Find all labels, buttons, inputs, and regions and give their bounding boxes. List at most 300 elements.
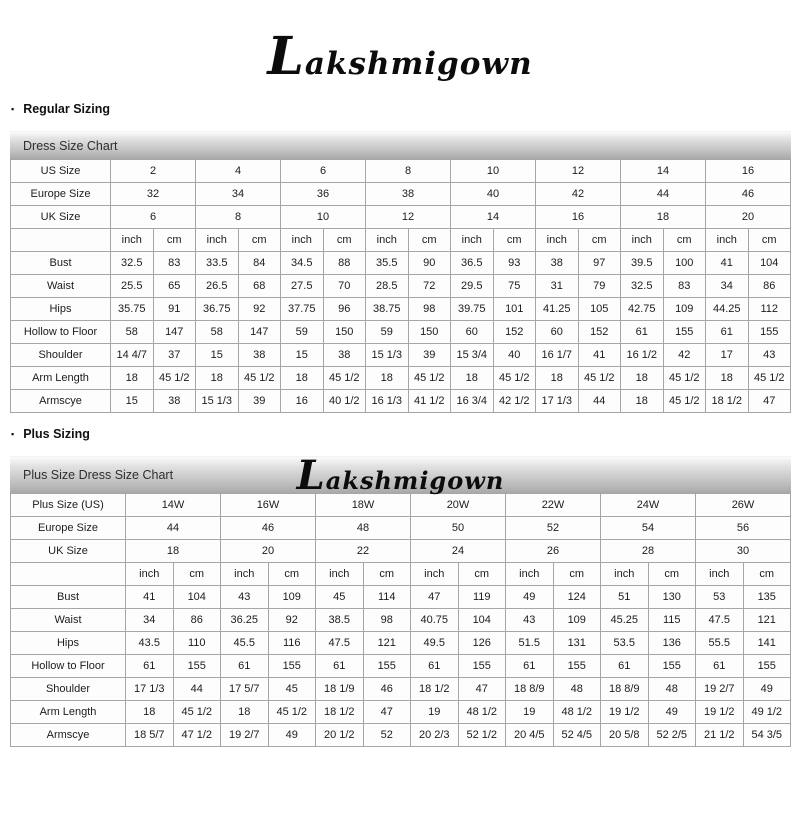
size-header-row [11,183,791,206]
size-value-cell: 30 [696,540,791,563]
measurement-row [11,724,791,747]
size-value-cell: 40 [451,183,536,206]
regular-size-table [10,159,791,413]
inch-value-cell: 36.75 [196,298,239,321]
inch-value-cell: 15 [196,344,239,367]
cm-value-cell: 45 1/2 [748,367,791,390]
inch-value-cell: 61 [601,655,649,678]
size-value-cell: 24W [601,494,696,517]
row-label: Bust [11,252,111,275]
row-label: Arm Length [11,701,126,724]
cm-value-cell: 38 [323,344,366,367]
cm-value-cell: 92 [238,298,281,321]
row-label: Armscye [11,390,111,413]
cm-value-cell: 155 [648,655,696,678]
inch-value-cell: 18 [451,367,494,390]
cm-value-cell: 155 [268,655,316,678]
inch-value-cell: 16 1/7 [536,344,579,367]
row-label: Waist [11,275,111,298]
brand-logo: Lakshmigown [267,26,533,87]
inch-value-cell: 18 1/2 [706,390,749,413]
inch-value-cell: 18 [621,367,664,390]
unit-label-cell: cm [743,563,791,586]
measurement-row [11,321,791,344]
cm-value-cell: 121 [743,609,791,632]
inch-value-cell: 39.5 [621,252,664,275]
size-value-cell: 22W [506,494,601,517]
row-label: Arm Length [11,367,111,390]
inch-value-cell: 41 [126,586,174,609]
unit-label-cell: inch [196,229,239,252]
inch-value-cell: 61 [316,655,364,678]
inch-value-cell: 28.5 [366,275,409,298]
inch-value-cell: 26.5 [196,275,239,298]
inch-value-cell: 61 [221,655,269,678]
inch-value-cell: 35.5 [366,252,409,275]
unit-label-cell: inch [221,563,269,586]
cm-value-cell: 52 2/5 [648,724,696,747]
inch-value-cell: 18 1/2 [316,701,364,724]
plus-size-chart [10,451,791,747]
size-value-cell: 16W [221,494,316,517]
cm-value-cell: 75 [493,275,536,298]
measurement-row [11,298,791,321]
size-value-cell: 20 [221,540,316,563]
cm-value-cell: 93 [493,252,536,275]
inch-value-cell: 37.75 [281,298,324,321]
measurement-row [11,390,791,413]
inch-value-cell: 42.75 [621,298,664,321]
cm-value-cell: 37 [153,344,196,367]
measurement-row [11,632,791,655]
unit-label-cell: inch [126,563,174,586]
inch-value-cell: 20 4/5 [506,724,554,747]
inch-value-cell: 32.5 [111,252,154,275]
size-value-cell: 20W [411,494,506,517]
measurement-row [11,701,791,724]
cm-value-cell: 155 [743,655,791,678]
unit-label-cell: cm [553,563,601,586]
cm-value-cell: 47 [458,678,506,701]
size-value-cell: 42 [536,183,621,206]
cm-value-cell: 150 [323,321,366,344]
size-value-cell: 22 [316,540,411,563]
size-header-row [11,517,791,540]
inch-value-cell: 17 [706,344,749,367]
inch-value-cell: 18 [196,367,239,390]
size-value-cell: 26 [506,540,601,563]
inch-value-cell: 59 [281,321,324,344]
cm-value-cell: 79 [578,275,621,298]
cm-value-cell: 49 [648,701,696,724]
inch-value-cell: 36.5 [451,252,494,275]
cm-value-cell: 96 [323,298,366,321]
inch-value-cell: 15 [281,344,324,367]
inch-value-cell: 16 3/4 [451,390,494,413]
measurement-row [11,655,791,678]
size-value-cell: 18W [316,494,411,517]
cm-value-cell: 40 [493,344,536,367]
cm-value-cell: 47 [748,390,791,413]
size-value-cell: 44 [621,183,706,206]
row-label: Hips [11,632,126,655]
size-value-cell: 6 [281,160,366,183]
size-value-cell: 6 [111,206,196,229]
cm-value-cell: 48 [553,678,601,701]
inch-value-cell: 19 2/7 [221,724,269,747]
cm-value-cell: 40 1/2 [323,390,366,413]
inch-value-cell: 19 1/2 [601,701,649,724]
cm-value-cell: 42 [663,344,706,367]
inch-value-cell: 34 [126,609,174,632]
unit-label-cell: cm [363,563,411,586]
cm-value-cell: 45 1/2 [323,367,366,390]
unit-label-cell: inch [601,563,649,586]
cm-value-cell: 49 [268,724,316,747]
cm-value-cell: 155 [363,655,411,678]
size-value-cell: 16 [536,206,621,229]
inch-value-cell: 15 1/3 [196,390,239,413]
inch-value-cell: 61 [506,655,554,678]
cm-value-cell: 136 [648,632,696,655]
inch-value-cell: 17 1/3 [536,390,579,413]
inch-value-cell: 55.5 [696,632,744,655]
inch-value-cell: 18 [536,367,579,390]
inch-value-cell: 15 1/3 [366,344,409,367]
cm-value-cell: 114 [363,586,411,609]
cm-value-cell: 130 [648,586,696,609]
cm-value-cell: 98 [363,609,411,632]
inch-value-cell: 41 [706,252,749,275]
cm-value-cell: 109 [663,298,706,321]
measurement-row [11,609,791,632]
inch-value-cell: 17 5/7 [221,678,269,701]
inch-value-cell: 19 2/7 [696,678,744,701]
inch-value-cell: 53.5 [601,632,649,655]
cm-value-cell: 39 [238,390,281,413]
unit-label-cell: inch [621,229,664,252]
size-value-cell: 4 [196,160,281,183]
inch-value-cell: 45.25 [601,609,649,632]
brand-logo-overlay: Lakshmigown [296,451,505,499]
size-value-cell: 44 [126,517,221,540]
cm-value-cell: 48 [648,678,696,701]
unit-label-cell: inch [696,563,744,586]
cm-value-cell: 124 [553,586,601,609]
cm-value-cell: 121 [363,632,411,655]
cm-value-cell: 152 [578,321,621,344]
inch-value-cell: 43 [221,586,269,609]
cm-value-cell: 42 1/2 [493,390,536,413]
inch-value-cell: 49.5 [411,632,459,655]
cm-value-cell: 104 [748,252,791,275]
plus-chart-title: Plus Size Dress Size Chart [23,468,174,483]
inch-value-cell: 16 1/2 [621,344,664,367]
unit-label-cell: inch [411,563,459,586]
cm-value-cell: 48 1/2 [553,701,601,724]
inch-value-cell: 38 [536,252,579,275]
inch-value-cell: 44.25 [706,298,749,321]
cm-value-cell: 52 4/5 [553,724,601,747]
inch-value-cell: 20 1/2 [316,724,364,747]
unit-label-cell: inch [366,229,409,252]
inch-value-cell: 43 [506,609,554,632]
cm-value-cell: 45 1/2 [578,367,621,390]
row-label [11,563,126,586]
cm-value-cell: 45 1/2 [663,367,706,390]
inch-value-cell: 49 [506,586,554,609]
row-label: Armscye [11,724,126,747]
cm-value-cell: 104 [173,586,221,609]
inch-value-cell: 33.5 [196,252,239,275]
unit-label-cell: cm [458,563,506,586]
inch-value-cell: 61 [411,655,459,678]
inch-value-cell: 47.5 [316,632,364,655]
cm-value-cell: 86 [173,609,221,632]
size-header-row [11,540,791,563]
cm-value-cell: 44 [578,390,621,413]
row-label: Hollow to Floor [11,321,111,344]
cm-value-cell: 49 1/2 [743,701,791,724]
size-value-cell: 12 [536,160,621,183]
inch-value-cell: 59 [366,321,409,344]
unit-label-cell: inch [281,229,324,252]
row-label: Hollow to Floor [11,655,126,678]
size-value-cell: 10 [281,206,366,229]
regular-size-chart [10,131,791,413]
unit-label-cell: inch [111,229,154,252]
cm-value-cell: 116 [268,632,316,655]
unit-label-cell: cm [173,563,221,586]
cm-value-cell: 45 1/2 [238,367,281,390]
cm-value-cell: 38 [153,390,196,413]
cm-value-cell: 112 [748,298,791,321]
inch-value-cell: 36.25 [221,609,269,632]
inch-value-cell: 61 [126,655,174,678]
inch-value-cell: 19 [506,701,554,724]
cm-value-cell: 115 [648,609,696,632]
inch-value-cell: 47 [411,586,459,609]
size-value-cell: 14W [126,494,221,517]
row-label: Shoulder [11,344,111,367]
size-value-cell: 28 [601,540,696,563]
cm-value-cell: 150 [408,321,451,344]
inch-value-cell: 15 [111,390,154,413]
inch-value-cell: 60 [451,321,494,344]
inch-value-cell: 45 [316,586,364,609]
cm-value-cell: 45 1/2 [408,367,451,390]
row-label: Hips [11,298,111,321]
bullet-icon: ▪ [11,103,15,114]
cm-value-cell: 90 [408,252,451,275]
size-value-cell: 46 [221,517,316,540]
unit-label-cell: inch [706,229,749,252]
unit-label-cell: cm [323,229,366,252]
size-value-cell: 32 [111,183,196,206]
cm-value-cell: 100 [663,252,706,275]
unit-label-cell: cm [493,229,536,252]
cm-value-cell: 47 1/2 [173,724,221,747]
size-header-row [11,206,791,229]
cm-value-cell: 49 [743,678,791,701]
inch-value-cell: 39.75 [451,298,494,321]
cm-value-cell: 45 1/2 [663,390,706,413]
row-label: Bust [11,586,126,609]
cm-value-cell: 38 [238,344,281,367]
cm-value-cell: 126 [458,632,506,655]
cm-value-cell: 84 [238,252,281,275]
inch-value-cell: 21 1/2 [696,724,744,747]
inch-value-cell: 19 1/2 [696,701,744,724]
inch-value-cell: 47.5 [696,609,744,632]
unit-label-cell: cm [648,563,696,586]
cm-value-cell: 45 1/2 [493,367,536,390]
inch-value-cell: 16 1/3 [366,390,409,413]
cm-value-cell: 88 [323,252,366,275]
cm-value-cell: 147 [238,321,281,344]
inch-value-cell: 18 [126,701,174,724]
inch-value-cell: 53 [696,586,744,609]
cm-value-cell: 155 [458,655,506,678]
cm-value-cell: 45 [268,678,316,701]
size-value-cell: 18 [126,540,221,563]
cm-value-cell: 83 [153,252,196,275]
unit-label-cell: inch [506,563,554,586]
inch-value-cell: 25.5 [111,275,154,298]
inch-value-cell: 14 4/7 [111,344,154,367]
unit-label-cell: cm [238,229,281,252]
unit-label-cell: cm [578,229,621,252]
cm-value-cell: 119 [458,586,506,609]
inch-value-cell: 19 [411,701,459,724]
inch-value-cell: 61 [706,321,749,344]
inch-value-cell: 18 [221,701,269,724]
cm-value-cell: 141 [743,632,791,655]
cm-value-cell: 41 1/2 [408,390,451,413]
cm-value-cell: 52 [363,724,411,747]
cm-value-cell: 110 [173,632,221,655]
regular-sizing-heading [11,102,800,116]
row-label [11,229,111,252]
plus-chart-title-bar [10,451,791,499]
size-value-cell: 12 [366,206,451,229]
inch-value-cell: 58 [196,321,239,344]
inch-value-cell: 18 [281,367,324,390]
unit-label-cell: cm [268,563,316,586]
plus-size-table [10,493,791,747]
size-value-cell: 48 [316,517,411,540]
row-label: UK Size [11,206,111,229]
inch-value-cell: 32.5 [621,275,664,298]
inch-value-cell: 20 2/3 [411,724,459,747]
inch-value-cell: 58 [111,321,154,344]
inch-value-cell: 29.5 [451,275,494,298]
size-value-cell: 14 [451,206,536,229]
inch-value-cell: 51.5 [506,632,554,655]
inch-value-cell: 41.25 [536,298,579,321]
inch-value-cell: 18 [111,367,154,390]
cm-value-cell: 45 1/2 [153,367,196,390]
unit-header-row [11,563,791,586]
inch-value-cell: 38.75 [366,298,409,321]
inch-value-cell: 51 [601,586,649,609]
inch-value-cell: 45.5 [221,632,269,655]
size-value-cell: 34 [196,183,281,206]
size-value-cell: 18 [621,206,706,229]
cm-value-cell: 155 [553,655,601,678]
size-value-cell: 24 [411,540,506,563]
size-value-cell: 8 [196,206,281,229]
regular-chart-title: Dress Size Chart [23,138,118,153]
bullet-icon: ▪ [11,428,15,439]
size-value-cell: 16 [706,160,791,183]
size-value-cell: 36 [281,183,366,206]
measurement-row [11,367,791,390]
size-header-row [11,494,791,517]
size-value-cell: 52 [506,517,601,540]
inch-value-cell: 16 [281,390,324,413]
inch-value-cell: 18 [621,390,664,413]
inch-value-cell: 15 3/4 [451,344,494,367]
size-value-cell: 50 [411,517,506,540]
measurement-row [11,275,791,298]
row-label: Europe Size [11,183,111,206]
cm-value-cell: 109 [553,609,601,632]
inch-value-cell: 34 [706,275,749,298]
size-value-cell: 46 [706,183,791,206]
inch-value-cell: 20 5/8 [601,724,649,747]
inch-value-cell: 34.5 [281,252,324,275]
cm-value-cell: 98 [408,298,451,321]
cm-value-cell: 105 [578,298,621,321]
cm-value-cell: 45 1/2 [268,701,316,724]
cm-value-cell: 48 1/2 [458,701,506,724]
size-value-cell: 20 [706,206,791,229]
cm-value-cell: 86 [748,275,791,298]
unit-label-cell: cm [153,229,196,252]
cm-value-cell: 39 [408,344,451,367]
measurement-row [11,252,791,275]
cm-value-cell: 65 [153,275,196,298]
inch-value-cell: 31 [536,275,579,298]
plus-sizing-heading-label: Plus Sizing [23,427,90,442]
unit-label-cell: cm [408,229,451,252]
cm-value-cell: 91 [153,298,196,321]
cm-value-cell: 43 [748,344,791,367]
size-value-cell: 38 [366,183,451,206]
cm-value-cell: 45 1/2 [173,701,221,724]
inch-value-cell: 60 [536,321,579,344]
size-value-cell: 14 [621,160,706,183]
size-header-row [11,160,791,183]
cm-value-cell: 44 [173,678,221,701]
inch-value-cell: 17 1/3 [126,678,174,701]
inch-value-cell: 18 8/9 [506,678,554,701]
unit-label-cell: inch [451,229,494,252]
cm-value-cell: 68 [238,275,281,298]
cm-value-cell: 83 [663,275,706,298]
measurement-row [11,344,791,367]
size-value-cell: 56 [696,517,791,540]
cm-value-cell: 97 [578,252,621,275]
inch-value-cell: 18 1/9 [316,678,364,701]
inch-value-cell: 18 8/9 [601,678,649,701]
row-label: US Size [11,160,111,183]
measurement-row [11,678,791,701]
inch-value-cell: 18 1/2 [411,678,459,701]
cm-value-cell: 92 [268,609,316,632]
cm-value-cell: 72 [408,275,451,298]
